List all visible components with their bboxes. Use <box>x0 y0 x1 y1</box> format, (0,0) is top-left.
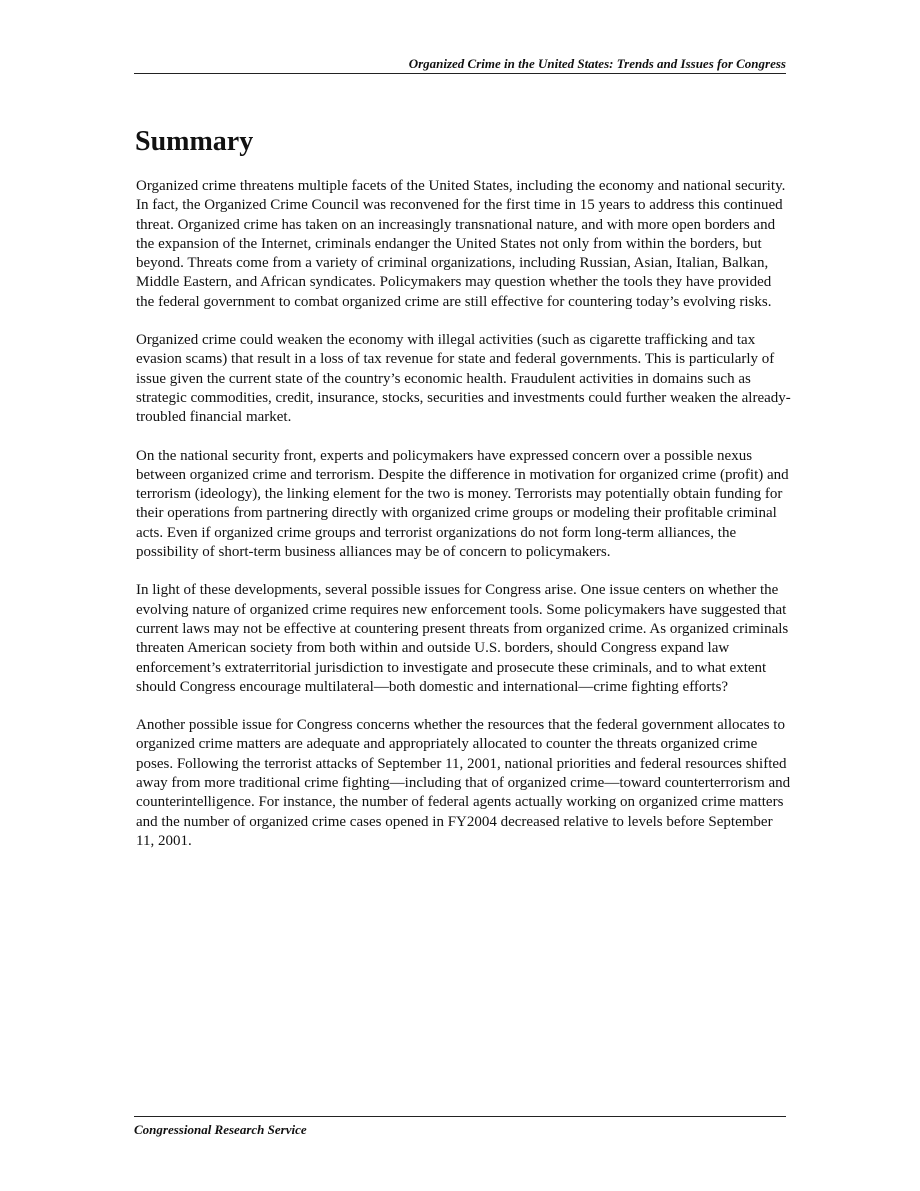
paragraph: On the national security front, experts and policymakers have expressed concern over a possible nexus between organized crime and terrorism. Despite the difference in motivation for organized crime (profit) and terrorism (ideology), the linking element for the two is money. Terrorists may potentially obtain funding for their operations from partnering directly with organized crime groups or modeling their profitable criminal acts. Even if organized crime groups and terrorist organizations do not form long-term alliances, the possibility of short-term business alliances may be of concern to policymakers. <box>136 447 789 561</box>
paragraph: In light of these developments, several possible issues for Congress arise. One issue centers on whether the evolving nature of organized crime requires new enforcement tools. Some policymakers have suggested that current laws may not be effective at countering present threats from organized crime. As organized criminals threaten American society from both within and outside U.S. borders, should Congress expand law enforcement’s extraterritorial jurisdiction to investigate and prosecute these criminals, and to what extent should Congress encourage multilateral—both domestic and international—crime fighting efforts? <box>136 582 789 695</box>
paragraph: Another possible issue for Congress concerns whether the resources that the federal government allocates to organized crime matters are adequate and appropriately allocated to counter the threats organized crime poses. Following the terrorist attacks of September 11, 2001, national priorities and federal resources shifted away from more traditional crime fighting—including that of organized crime—toward counterterrorism and counterintelligence. For instance, the number of federal agents actually working on organized crime matters and the number of organized crime cases opened in FY2004 decreased relative to levels before September 11, 2001. <box>136 717 791 849</box>
paragraph: Organized crime threatens multiple facets of the United States, including the economy and national security. In fact, the Organized Crime Council was reconvened for the first time in 15 years to address this continued threat. Organized crime has taken on an increasingly transnational nature, and with more open borders and the expansion of the Internet, criminals endanger the United States not only from within the borders, but beyond. Threats come from a variety of criminal organizations, including Russian, Asian, Italian, Balkan, Middle Eastern, and African syndicates. Policymakers may question whether the tools they have provided the federal government to combat organized crime are still effective for countering today’s evolving risks. <box>136 178 786 310</box>
page-title: Summary <box>135 126 254 157</box>
page-footer <box>134 1116 786 1137</box>
running-header <box>134 56 786 74</box>
paragraph: Organized crime could weaken the economy with illegal activities (such as cigarette trafficking and tax evasion scams) that result in a loss of tax revenue for state and federal governments. This is particularly of issue given the current state of the country’s economic health. Fraudulent activities in domains such as strategic commodities, credit, insurance, stocks, securities and investments could further weaken the already-troubled financial market. <box>136 332 791 426</box>
header-title: Organized Crime in the United States: Trends and Issues for Congress <box>408 56 786 71</box>
summary-body <box>136 177 792 870</box>
footer-text: Congressional Research Service <box>134 1122 307 1137</box>
